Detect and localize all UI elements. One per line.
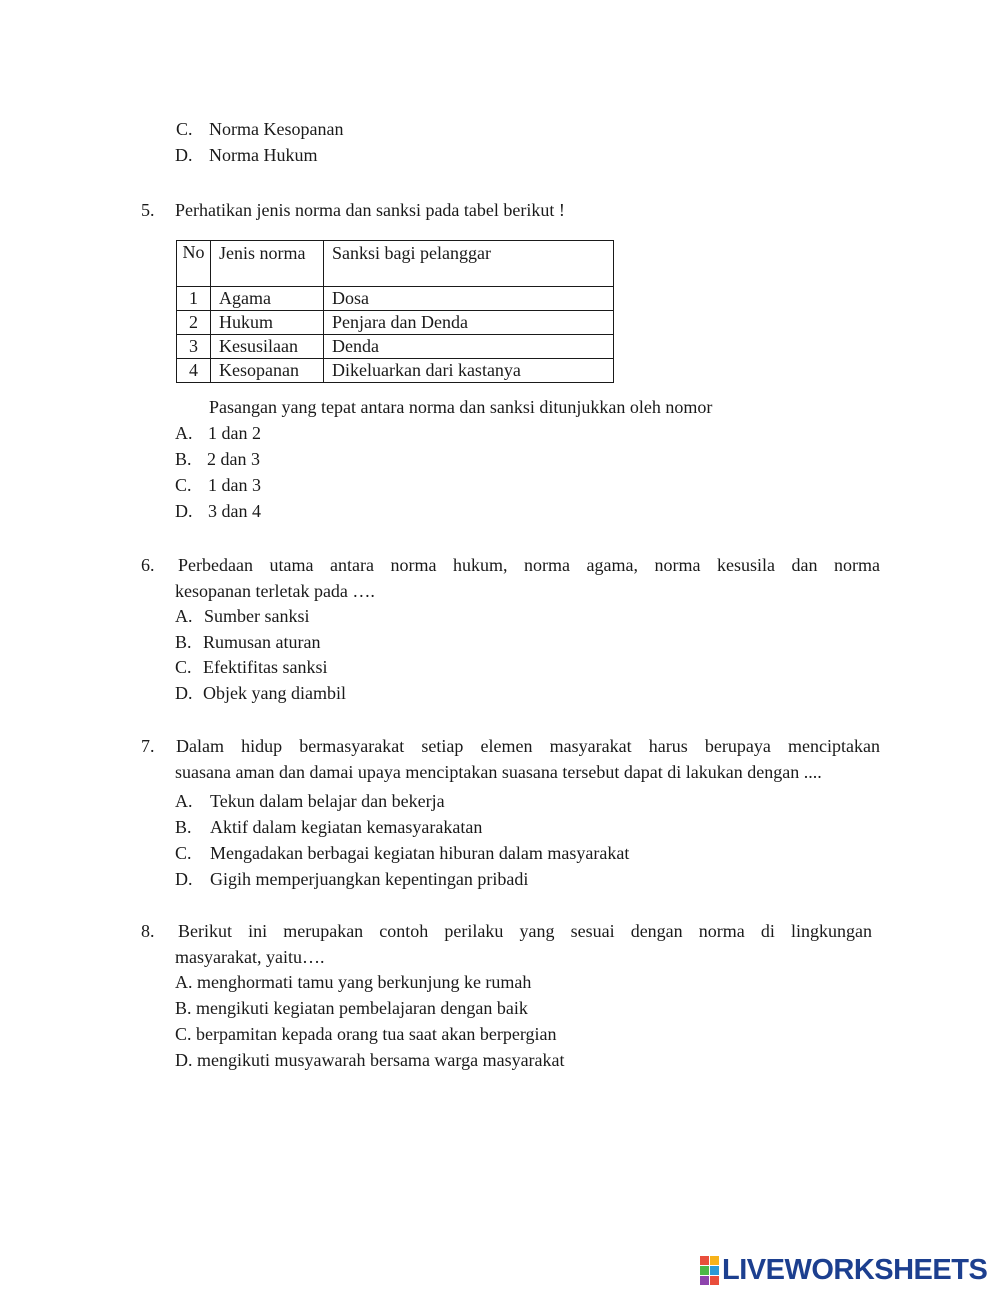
question-followup-text: Pasangan yang tepat antara norma dan sanksi ditunjukkan oleh nomor [209, 397, 713, 417]
table-header-row [177, 241, 614, 287]
option-label: D. [175, 145, 193, 165]
option-text[interactable]: B. mengikuti kegiatan pembelajaran dengan baik [175, 998, 528, 1018]
table-header: No [177, 241, 211, 287]
option-text[interactable]: Tekun dalam belajar dan bekerja [210, 791, 445, 811]
option-label: A. [175, 791, 193, 811]
table-row [177, 335, 614, 359]
logo-text: LIVEWORKSHEETS [722, 1253, 988, 1286]
option-text[interactable]: Objek yang diambil [203, 683, 346, 703]
option-text[interactable]: Gigih memperjuangkan kepentingan pribadi [210, 869, 529, 889]
option-label: B. [175, 632, 192, 652]
table-cell: Penjara dan Denda [324, 311, 614, 335]
question-text-line: Dalam hidup bermasyarakat setiap elemen masyarakat harus berupaya menciptakan [176, 736, 880, 756]
table-cell: Kesusilaan [211, 335, 324, 359]
option-text[interactable]: 1 dan 3 [208, 475, 261, 495]
option-text[interactable]: 3 dan 4 [208, 501, 261, 521]
option-label: B. [175, 449, 192, 469]
table-row [177, 359, 614, 383]
option-label: A. [175, 423, 193, 443]
option-label: A. [175, 606, 193, 626]
norma-sanksi-table [176, 240, 614, 383]
option-text[interactable]: 1 dan 2 [208, 423, 261, 443]
question-text-line: Berikut ini merupakan contoh perilaku yang sesuai dengan norma di lingkungan [178, 921, 872, 941]
question-text-line: Perbedaan utama antara norma hukum, norma agama, norma kesusila dan norma [178, 555, 880, 575]
option-text[interactable]: Efektifitas sanksi [203, 657, 328, 677]
option-label: C. [175, 843, 192, 863]
question-text: Perhatikan jenis norma dan sanksi pada tabel berikut ! [175, 200, 565, 220]
option-label: C. [175, 657, 192, 677]
table-cell: Agama [211, 287, 324, 311]
table-cell: 4 [177, 359, 211, 383]
option-label: C. [175, 475, 192, 495]
option-label: D. [175, 683, 193, 703]
option-text[interactable]: Sumber sanksi [204, 606, 310, 626]
option-label: C. [176, 119, 193, 139]
table-cell: Hukum [211, 311, 324, 335]
option-text[interactable]: Norma Kesopanan [209, 119, 344, 139]
question-text-line: suasana aman dan damai upaya menciptakan suasana tersebut dapat di lakukan dengan .... [175, 762, 822, 782]
table-header: Sanksi bagi pelanggar [324, 241, 614, 287]
table-cell: 3 [177, 335, 211, 359]
liveworksheets-logo-icon [700, 1256, 719, 1285]
table-row [177, 311, 614, 335]
option-label: D. [175, 869, 193, 889]
table-header: Jenis norma [211, 241, 324, 287]
table-cell: Denda [324, 335, 614, 359]
question-text-line: masyarakat, yaitu…. [175, 947, 325, 967]
question-number: 8. [141, 921, 155, 941]
option-text[interactable]: Rumusan aturan [203, 632, 321, 652]
table-cell: Dosa [324, 287, 614, 311]
option-text[interactable]: Mengadakan berbagai kegiatan hiburan dalam masyarakat [210, 843, 630, 863]
question-number: 5. [141, 200, 155, 220]
option-text[interactable]: 2 dan 3 [207, 449, 260, 469]
liveworksheets-logo [700, 1255, 987, 1285]
option-label: D. [175, 501, 193, 521]
table-cell: Dikeluarkan dari kastanya [324, 359, 614, 383]
option-text[interactable]: Norma Hukum [209, 145, 318, 165]
table-row [177, 287, 614, 311]
option-text[interactable]: A. menghormati tamu yang berkunjung ke rumah [175, 972, 532, 992]
option-text[interactable]: C. berpamitan kepada orang tua saat akan berpergian [175, 1024, 557, 1044]
option-text[interactable]: D. mengikuti musyawarah bersama warga masyarakat [175, 1050, 565, 1070]
question-number: 6. [141, 555, 155, 575]
question-number: 7. [141, 736, 155, 756]
option-label: B. [175, 817, 192, 837]
table-cell: Kesopanan [211, 359, 324, 383]
table-cell: 2 [177, 311, 211, 335]
option-text[interactable]: Aktif dalam kegiatan kemasyarakatan [210, 817, 483, 837]
table-cell: 1 [177, 287, 211, 311]
question-text-line: kesopanan terletak pada …. [175, 581, 375, 601]
